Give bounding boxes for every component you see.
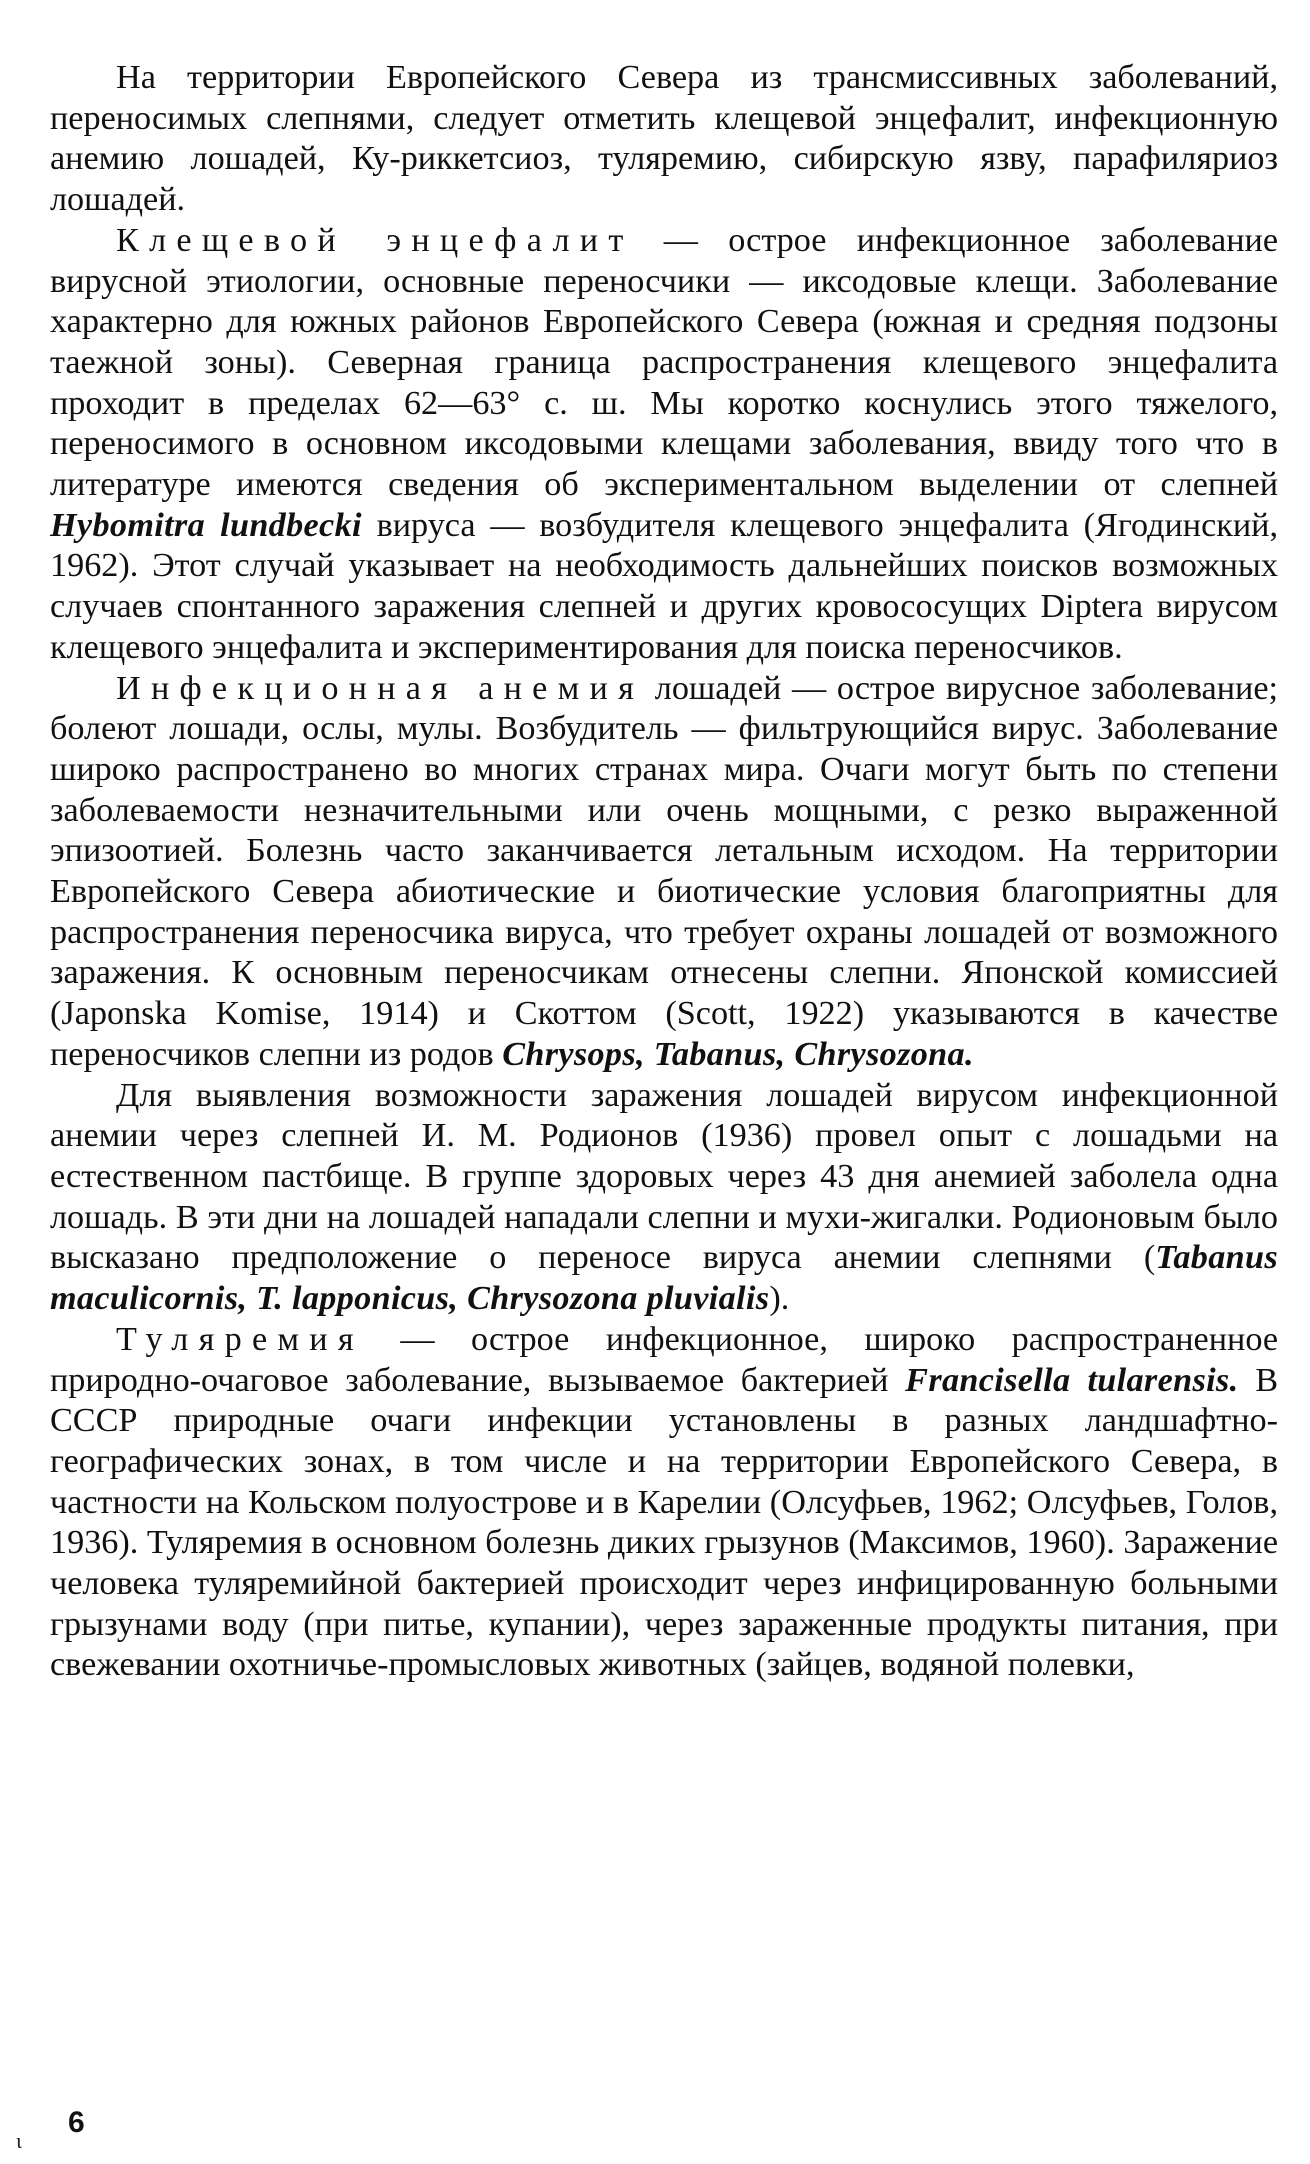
text-run: ). xyxy=(769,1280,790,1318)
latin-term: Francisella tularensis. xyxy=(905,1361,1239,1399)
paragraph-rodionov-experiment xyxy=(50,1076,1278,1320)
paragraph-tularemia xyxy=(50,1320,1278,1686)
paragraph-infectious-anemia xyxy=(50,669,1278,1076)
section-heading: Инфекционная анемия xyxy=(116,669,645,707)
text-run: лошадей — острое вирусное заболевание; болеют лошади, ослы, мулы. Возбудитель — фильтрующийся вирус. Заболевание широко распространено во многих странах мира. Очаги могут быть по степени заболеваемости незначительными или очень мощными, с резко выраженной эпизоотией. Болезнь часто заканчивается летальным исходом. На территории Европейского Севера абиотические и биотические условия благоприятны для распространения переносчика вируса, что требует охраны лошадей от возможного заражения. К основным переносчикам отнесены слепни. Японской комиссией (Japonska Komise, 1914) и Скоттом (Scott, 1922) указываются в качестве переносчиков слепни из родов xyxy=(50,669,1278,1073)
text-run: вируса — возбудителя клещевого энцефалита (Ягодинский, 1962). Этот случай указывает на необходимость дальнейших поисков возможных случаев спонтанного заражения слепней и других кровососущих Diptera вирусом клещевого энцефалита и экспериментирования для поиска переносчиков. xyxy=(50,506,1279,666)
text-run: На территории Европейского Севера из трансмиссивных заболеваний, переносимых слепнями, следует отметить клещевой энцефалит, инфекционную анемию лошадей, Ку-риккетсиоз, туляремию, сибирскую язву, парафиляриоз лошадей. xyxy=(50,59,1278,219)
section-heading: Туляремия xyxy=(116,1320,364,1358)
corner-mark: ι xyxy=(16,2128,22,2153)
page-body xyxy=(50,58,1278,1686)
section-heading: Клещевой энцефалит xyxy=(116,221,634,259)
text-run: Для выявления возможности заражения лошадей вирусом инфекционной анемии через слепней И. М. Родионов (1936) провел опыт с лошадьми на естественном пастбище. В группе здоровых через 43 дня анемией заболела одна лошадь. В эти дни на лошадей нападали слепни и мухи-жигалки. Родионовым было высказано предположение о переносе вируса анемии слепнями ( xyxy=(50,1076,1278,1277)
text-run: — острое инфекционное, широко распространенное природно-очаговое заболевание, вызываемое бактерией xyxy=(50,1320,1278,1399)
latin-term: Chrysops, Tabanus, Chrysozona. xyxy=(502,1035,974,1073)
text-run: — острое инфекционное заболевание вирусной этиологии, основные переносчики — иксодовые клещи. Заболевание характерно для южных районов Европейского Севера (южная и средняя подзоны таежной зоны). Северная граница распространения клещевого энцефалита проходит в пределах 62—63° с. ш. Мы коротко коснулись этого тяжелого, переносимого в основном иксодовыми клещами заболевания, ввиду того что в литературе имеются сведения об экспериментальном выделении от слепней xyxy=(50,221,1278,504)
latin-term: Tabanus maculicornis, T. lapponicus, Chrysozona pluvialis xyxy=(50,1239,1278,1318)
page-number: 6 xyxy=(68,2106,85,2139)
paragraph-intro xyxy=(50,58,1278,221)
text-run: В СССР природные очаги инфекции установлены в разных ландшафтно-географических зонах, в том числе и на территории Европейского Севера, в частности на Кольском полуострове и в Карелии (Олсуфьев, 1962; Олсуфьев, Голов, 1936). Туляремия в основном болезнь диких грызунов (Максимов, 1960). Заражение человека туляремийной бактерией происходит через инфицированную больными грызунами воду (при питье, купании), через зараженные продукты питания, при свежевании охотничье-промысловых животных (зайцев, водяной полевки, xyxy=(50,1361,1278,1684)
latin-term: Hybomitra lundbecki xyxy=(50,506,362,544)
paragraph-tick-encephalitis xyxy=(50,221,1278,669)
